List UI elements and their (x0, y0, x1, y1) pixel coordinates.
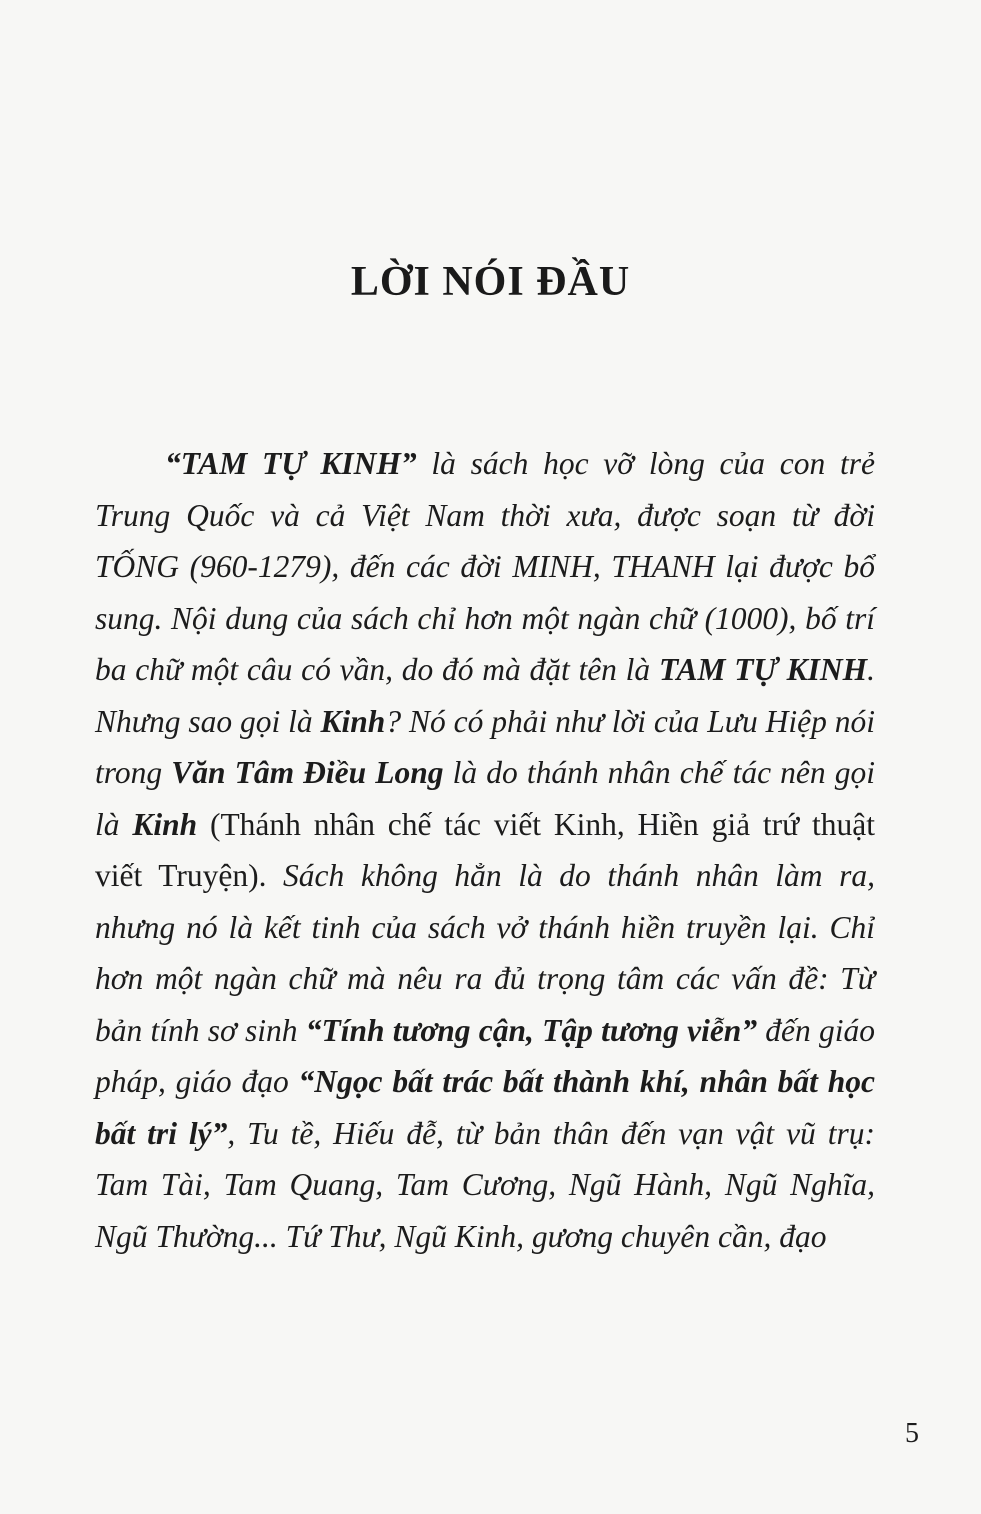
text-segment: Sách không hẳn là do thánh nhân làm ra, nhưng nó là kết tinh của sách vở thánh hiền truyền lại. Chỉ hơn một ngàn chữ mà nêu ra đủ trọng tâm các vấn đề: Từ bản tính sơ sinh (95, 858, 875, 1048)
page-title: LỜI NÓI ĐẦU (350, 259, 631, 305)
text-segment: “TAM TỰ KINH” (165, 446, 417, 481)
text-segment: (Thánh nhân chế tác viết Kinh, Hiền giả trứ thuật viết Truyện). (95, 806, 875, 893)
page-number: 5 (905, 1418, 919, 1449)
bleed-through-texture (70, 30, 950, 80)
text-segment: đến giáo pháp, giáo đạo (95, 1012, 876, 1099)
text-segment: Kinh (320, 703, 386, 739)
text-segment: , Tu tề, Hiếu đễ, từ bản thân đến vạn vật vũ trụ: Tam Tài, Tam Quang, Tam Cương, Ngũ Hành, Ngũ Nghĩa, Ngũ Thường... Tứ Thư, Ngũ Kinh, gương chuyên cần, đạo (95, 1115, 875, 1254)
text-segment: TAM TỰ KINH (658, 652, 868, 687)
text-segment: “Ngọc bất trác bất thành khí, nhân bất học bất tri lý” (95, 1064, 875, 1151)
text-segment: ? Nó có phải như lời của Lưu Hiệp nói trong (95, 703, 875, 790)
preface-paragraph (95, 438, 875, 1262)
text-segment: “Tính tương cận, Tập tương viễn” (305, 1012, 758, 1048)
text-segment: Văn Tâm Điều Long (171, 755, 444, 790)
text-segment: Kinh (132, 806, 198, 842)
text-segment: . Nhưng sao gọi là (95, 652, 875, 739)
text-segment: là sách học vỡ lòng của con trẻ Trung Quốc và cả Việt Nam thời xưa, được soạn từ đời TỐNG (960-1279), đến các đời MINH, THANH lại được bổ sung. Nội dung của sách chỉ hơn một ngàn chữ (1000), bố trí ba chữ một câu có vần, do đó mà đặt tên là (95, 446, 875, 687)
text-segment: là do thánh nhân chế tác nên gọi là (95, 755, 875, 842)
